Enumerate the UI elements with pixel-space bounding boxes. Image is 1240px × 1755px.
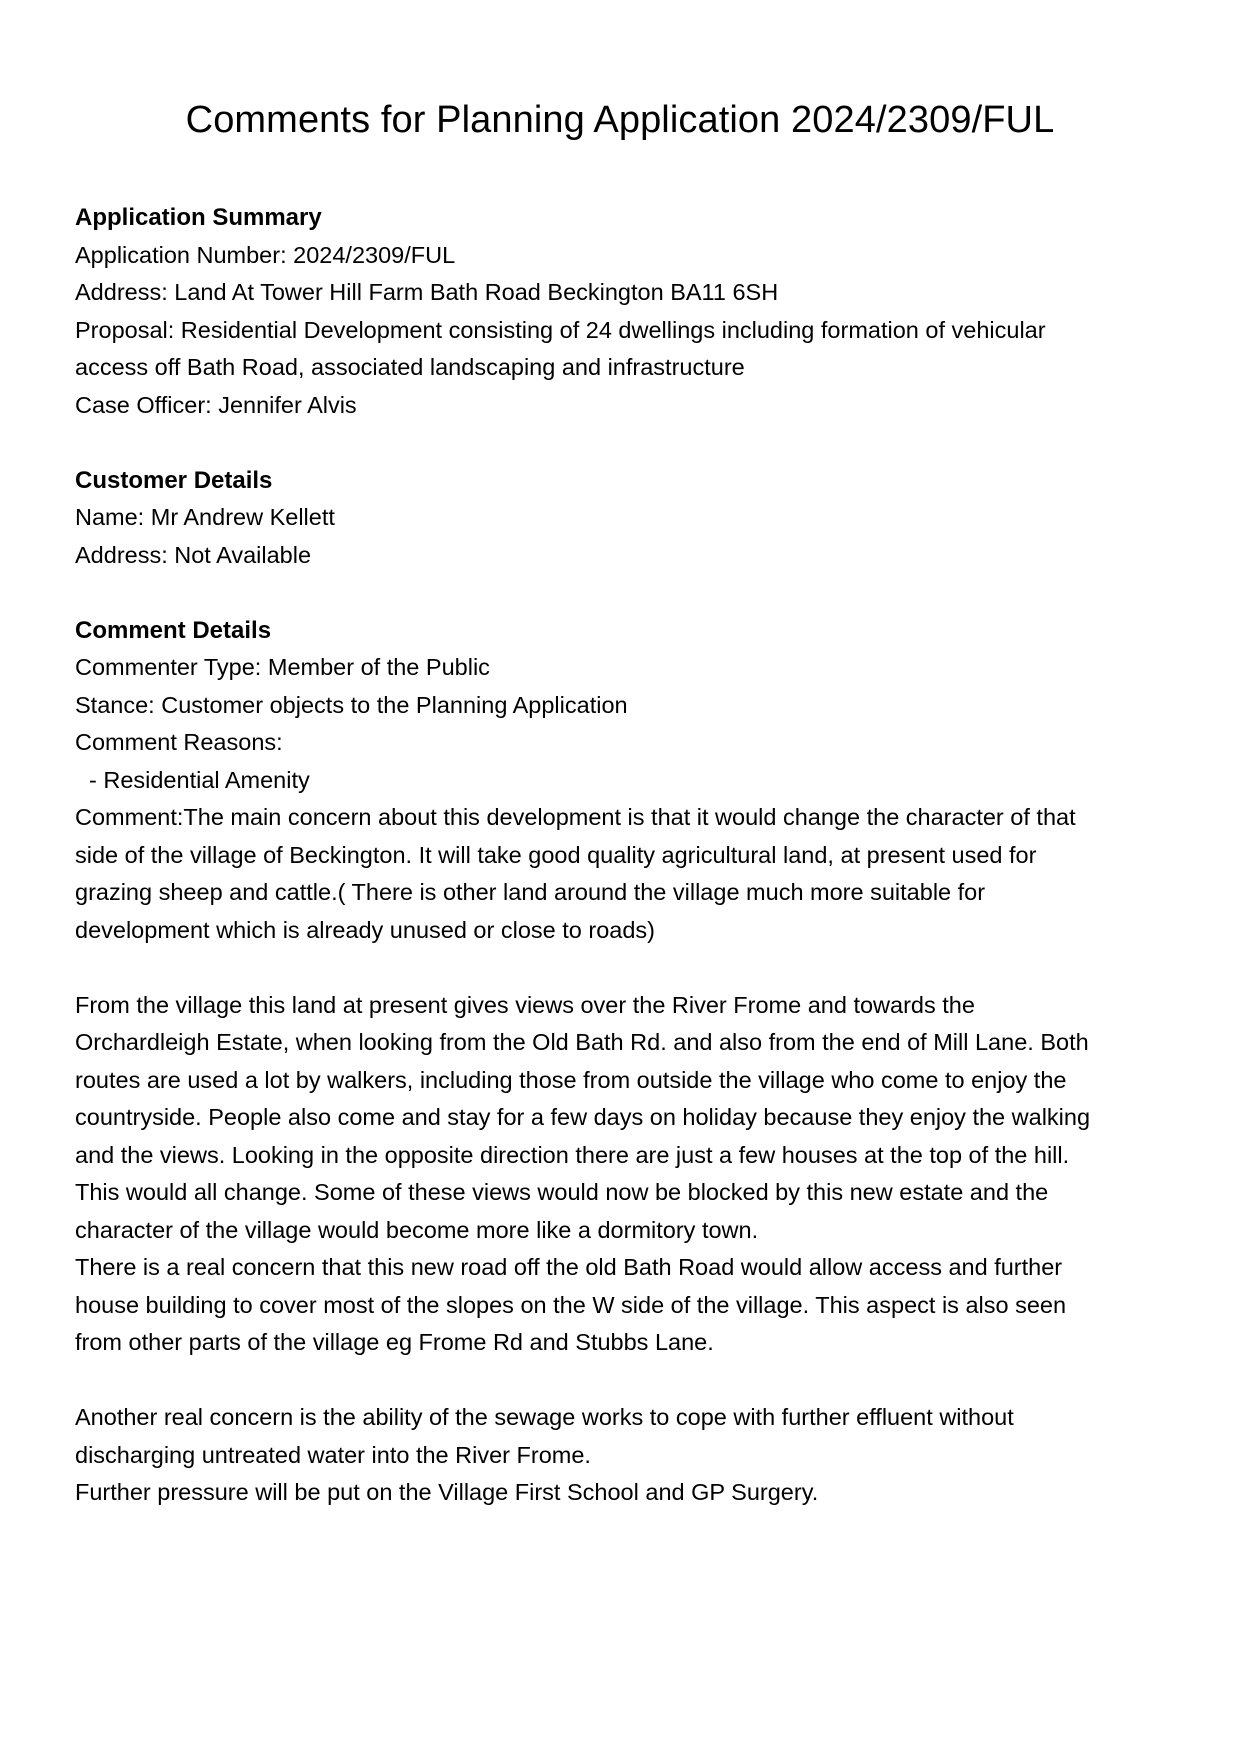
spacer bbox=[75, 574, 1175, 612]
comment-text-line: There is a real concern that this new road off the old Bath Road would allow access and further bbox=[75, 1254, 1063, 1280]
document-body bbox=[75, 199, 1175, 1512]
spacer bbox=[75, 949, 1175, 987]
application-summary-section bbox=[75, 199, 1175, 424]
comment-details-heading: Comment Details bbox=[75, 616, 272, 644]
comment-reason-item: - Residential Amenity bbox=[89, 766, 310, 793]
case-officer: Case Officer: Jennifer Alvis bbox=[75, 391, 357, 418]
comment-details-section bbox=[75, 612, 1175, 1512]
page-title: Comments for Planning Application 2024/2309/FUL bbox=[185, 99, 1055, 141]
spacer bbox=[75, 424, 1175, 462]
customer-name: Name: Mr Andrew Kellett bbox=[75, 504, 335, 530]
comment-text-line: discharging untreated water into the River Frome. bbox=[75, 1441, 591, 1468]
proposal-line: Proposal: Residential Development consisting of 24 dwellings including formation of vehicular bbox=[75, 316, 1046, 343]
comment-text-line: Another real concern is the ability of the sewage works to cope with further effluent without bbox=[75, 1404, 1014, 1430]
customer-details-heading: Customer Details bbox=[75, 466, 273, 494]
proposal-line: access off Bath Road, associated landscaping and infrastructure bbox=[75, 354, 745, 380]
comment-text-line: from other parts of the village eg Frome Rd and Stubbs Lane. bbox=[75, 1329, 714, 1355]
comment-text-line: countryside. People also come and stay for a few days on holiday because they enjoy the walking bbox=[75, 1104, 1091, 1130]
comment-text-line: grazing sheep and cattle.( There is other land around the village much more suitable for bbox=[75, 879, 986, 905]
comment-text-line: Further pressure will be put on the Village First School and GP Surgery. bbox=[75, 1479, 819, 1505]
commenter-type: Commenter Type: Member of the Public bbox=[75, 654, 490, 680]
comment-text-line: routes are used a lot by walkers, including those from outside the village who come to enjoy the bbox=[75, 1066, 1067, 1093]
comment-text-line: This would all change. Some of these views would now be blocked by this new estate and the bbox=[75, 1179, 1049, 1205]
comment-text-line: house building to cover most of the slopes on the W side of the village. This aspect is also seen bbox=[75, 1291, 1067, 1318]
comment-text-line: development which is already unused or close to roads) bbox=[75, 916, 655, 943]
comment-text-line: Comment:The main concern about this development is that it would change the character of that bbox=[75, 804, 1076, 830]
application-number: Application Number: 2024/2309/FUL bbox=[75, 241, 456, 268]
comment-text-line: character of the village would become more like a dormitory town. bbox=[75, 1216, 759, 1243]
comment-text-line: and the views. Looking in the opposite direction there are just a few houses at the top of the hill. bbox=[75, 1141, 1070, 1168]
comment-reasons-label: Comment Reasons: bbox=[75, 729, 283, 755]
spacer bbox=[75, 1362, 1175, 1400]
application-summary-heading: Application Summary bbox=[75, 204, 322, 231]
stance: Stance: Customer objects to the Planning Application bbox=[75, 691, 628, 718]
application-address: Address: Land At Tower Hill Farm Bath Road Beckington BA11 6SH bbox=[75, 279, 779, 305]
customer-details-section bbox=[75, 462, 1175, 575]
comment-text-line: Orchardleigh Estate, when looking from the Old Bath Rd. and also from the end of Mill Lane. Both bbox=[75, 1029, 1089, 1055]
customer-address: Address: Not Available bbox=[75, 541, 312, 568]
comment-text-line: From the village this land at present gives views over the River Frome and towards the bbox=[75, 991, 975, 1018]
comment-text-line: side of the village of Beckington. It will take good quality agricultural land, at present used for bbox=[75, 841, 1037, 868]
